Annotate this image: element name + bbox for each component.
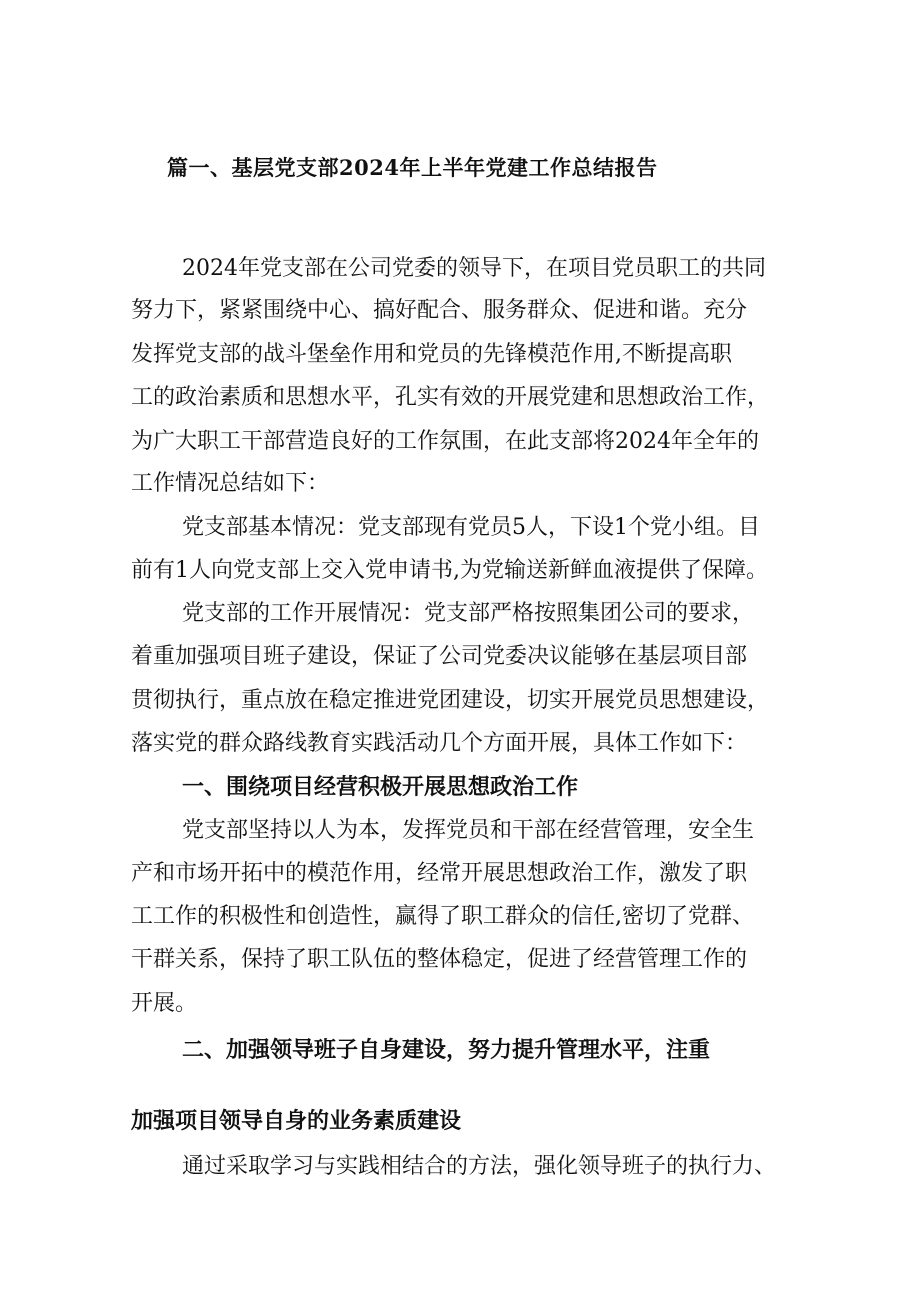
paragraph-line: 努力下，紧紧围绕中心、搞好配合、服务群众、促进和谐。充分 xyxy=(131,298,748,323)
paragraph-line: 通过采取学习与实践相结合的方法，强化领导班子的执行力、 xyxy=(182,1154,777,1179)
paragraph-line: 落实党的群众路线教育实践活动几个方面开展，具体工作如下： xyxy=(131,731,748,756)
section-heading: 一、围绕项目经营积极开展思想政治工作 xyxy=(182,774,579,800)
paragraph-line: 干群关系，保持了职工队伍的整体稳定，促进了经营管理工作的 xyxy=(131,947,748,972)
paragraph-line: 为广大职工干部营造良好的工作氛围，在此支部将2024年全年的 xyxy=(131,429,759,454)
paragraph-line: 贯彻执行，重点放在稳定推进党团建设，切实开展党员思想建设， xyxy=(131,688,770,713)
paragraph-line: 工作情况总结如下： xyxy=(131,471,330,496)
paragraph-line: 2024年党支部在公司党委的领导下，在项目党员职工的共同 xyxy=(182,256,766,281)
paragraph-line: 党支部坚持以人为本，发挥党员和干部在经营管理，安全生 xyxy=(182,818,755,843)
paragraph-line: 产和市场开拓中的模范作用，经常开展思想政治工作，激发了职 xyxy=(131,861,748,886)
section-heading: 二、加强领导班子自身建设，努力提升管理水平，注重 xyxy=(182,1037,711,1063)
section-heading: 加强项目领导自身的业务素质建设 xyxy=(131,1108,462,1134)
paragraph-line: 发挥党支部的战斗堡垒作用和党员的先锋模范作用,不断提高职 xyxy=(131,342,732,367)
paragraph-line: 工工作的积极性和创造性，赢得了职工群众的信任,密切了党群、 xyxy=(131,904,754,929)
paragraph-line: 着重加强项目班子建设，保证了公司党委决议能够在基层项目部 xyxy=(131,644,748,669)
paragraph-line: 开展。 xyxy=(131,991,198,1016)
document-title: 篇一、基层党支部2024年上半年党建工作总结报告 xyxy=(167,155,658,180)
paragraph-line: 前有1人向党支部上交入党申请书,为党输送新鲜血液提供了保障。 xyxy=(131,558,768,583)
paragraph-line: 党支部基本情况：党支部现有党员5人，下设1个党小组。目 xyxy=(182,515,760,540)
paragraph-line: 党支部的工作开展情况：党支部严格按照集团公司的要求， xyxy=(182,601,755,626)
paragraph-line: 工的政治素质和思想水平，孔实有效的开展党建和思想政治工作， xyxy=(131,385,770,410)
